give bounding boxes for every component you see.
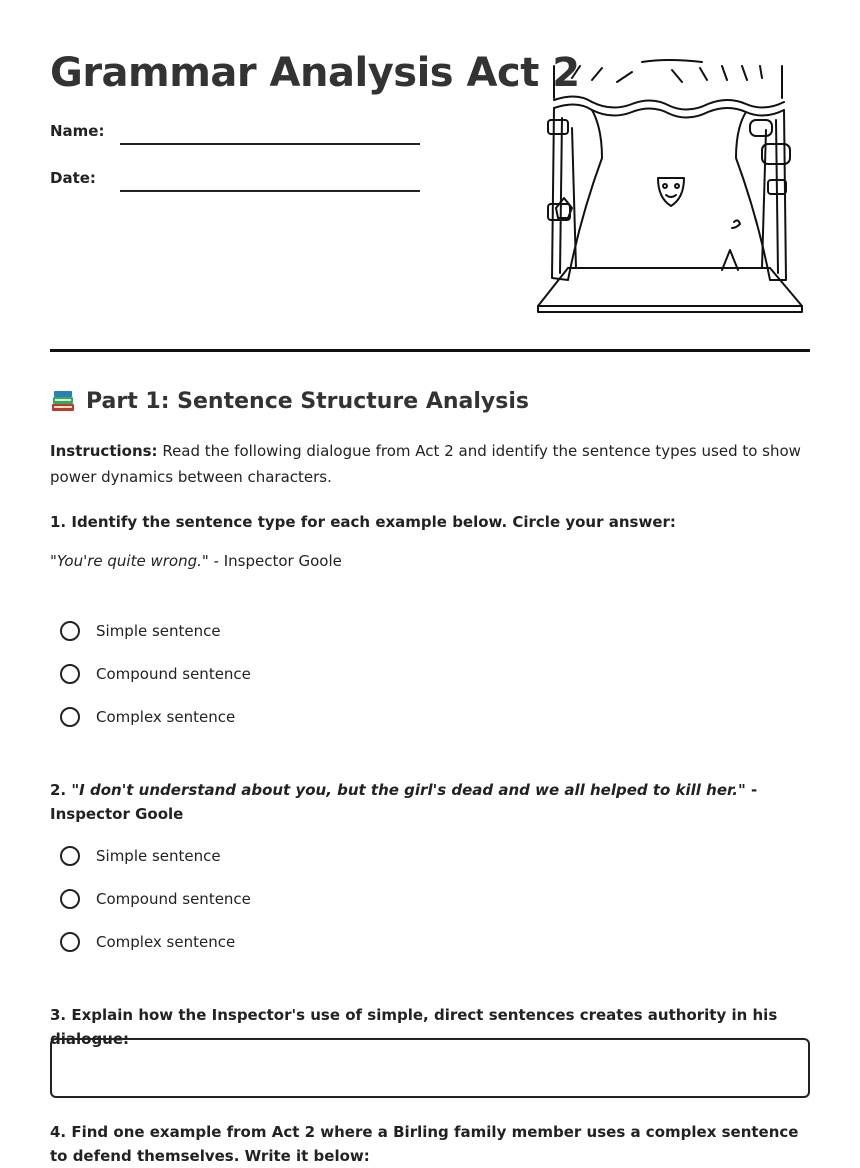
- question-2-speaker: - Inspector Goole: [50, 781, 758, 823]
- instructions: [50, 438, 810, 490]
- option-label: Compound sentence: [96, 665, 251, 683]
- radio-circle[interactable]: [60, 621, 80, 641]
- q1-option-compound[interactable]: [60, 664, 251, 684]
- radio-circle[interactable]: [60, 664, 80, 684]
- option-label: Simple sentence: [96, 847, 221, 865]
- instructions-label: Instructions:: [50, 442, 158, 460]
- q2-option-simple[interactable]: [60, 846, 221, 866]
- option-label: Compound sentence: [96, 890, 251, 908]
- header-divider: [50, 349, 810, 352]
- quote-speaker: - Inspector Goole: [208, 552, 342, 570]
- radio-circle[interactable]: [60, 846, 80, 866]
- radio-circle[interactable]: [60, 889, 80, 909]
- radio-circle[interactable]: [60, 707, 80, 727]
- name-label: Name:: [50, 122, 105, 140]
- q2-option-complex[interactable]: [60, 932, 235, 952]
- section-title: [50, 388, 529, 414]
- books-icon: [50, 388, 76, 414]
- q2-option-compound[interactable]: [60, 889, 251, 909]
- q1-option-complex[interactable]: [60, 707, 235, 727]
- option-label: Simple sentence: [96, 622, 221, 640]
- option-label: Complex sentence: [96, 708, 236, 726]
- question-2-number: 2.: [50, 781, 72, 799]
- option-label: Complex sentence: [96, 933, 236, 951]
- question-4-prompt: 4. Find one example from Act 2 where a Birling family member uses a complex sentence to defend themselves. Write it below:: [50, 1123, 799, 1165]
- quote-text: "You're quite wrong.": [50, 552, 209, 570]
- instructions-text: Read the following dialogue from Act 2 and identify the sentence types used to show power dynamics between characters.: [50, 442, 801, 486]
- question-1-prompt: 1. Identify the sentence type for each example below. Circle your answer:: [50, 513, 676, 531]
- q1-option-simple[interactable]: [60, 621, 221, 641]
- date-field[interactable]: [120, 190, 420, 192]
- question-2-prompt: [50, 778, 810, 826]
- question-1-quote: [50, 552, 342, 570]
- name-field[interactable]: [120, 143, 420, 145]
- question-3-answer-box[interactable]: [50, 1038, 810, 1098]
- section-title-text: Part 1: Sentence Structure Analysis: [86, 388, 529, 414]
- date-label: Date:: [50, 169, 96, 187]
- theater-stage-illustration: [532, 58, 808, 320]
- question-2-quote: "I don't understand about you, but the girl's dead and we all helped to kill her.": [71, 781, 746, 799]
- question-3-prompt: 3. Explain how the Inspector's use of simple, direct sentences creates authority in his dialogue:: [50, 1006, 778, 1048]
- page-title: Grammar Analysis Act 2: [50, 50, 580, 96]
- radio-circle[interactable]: [60, 932, 80, 952]
